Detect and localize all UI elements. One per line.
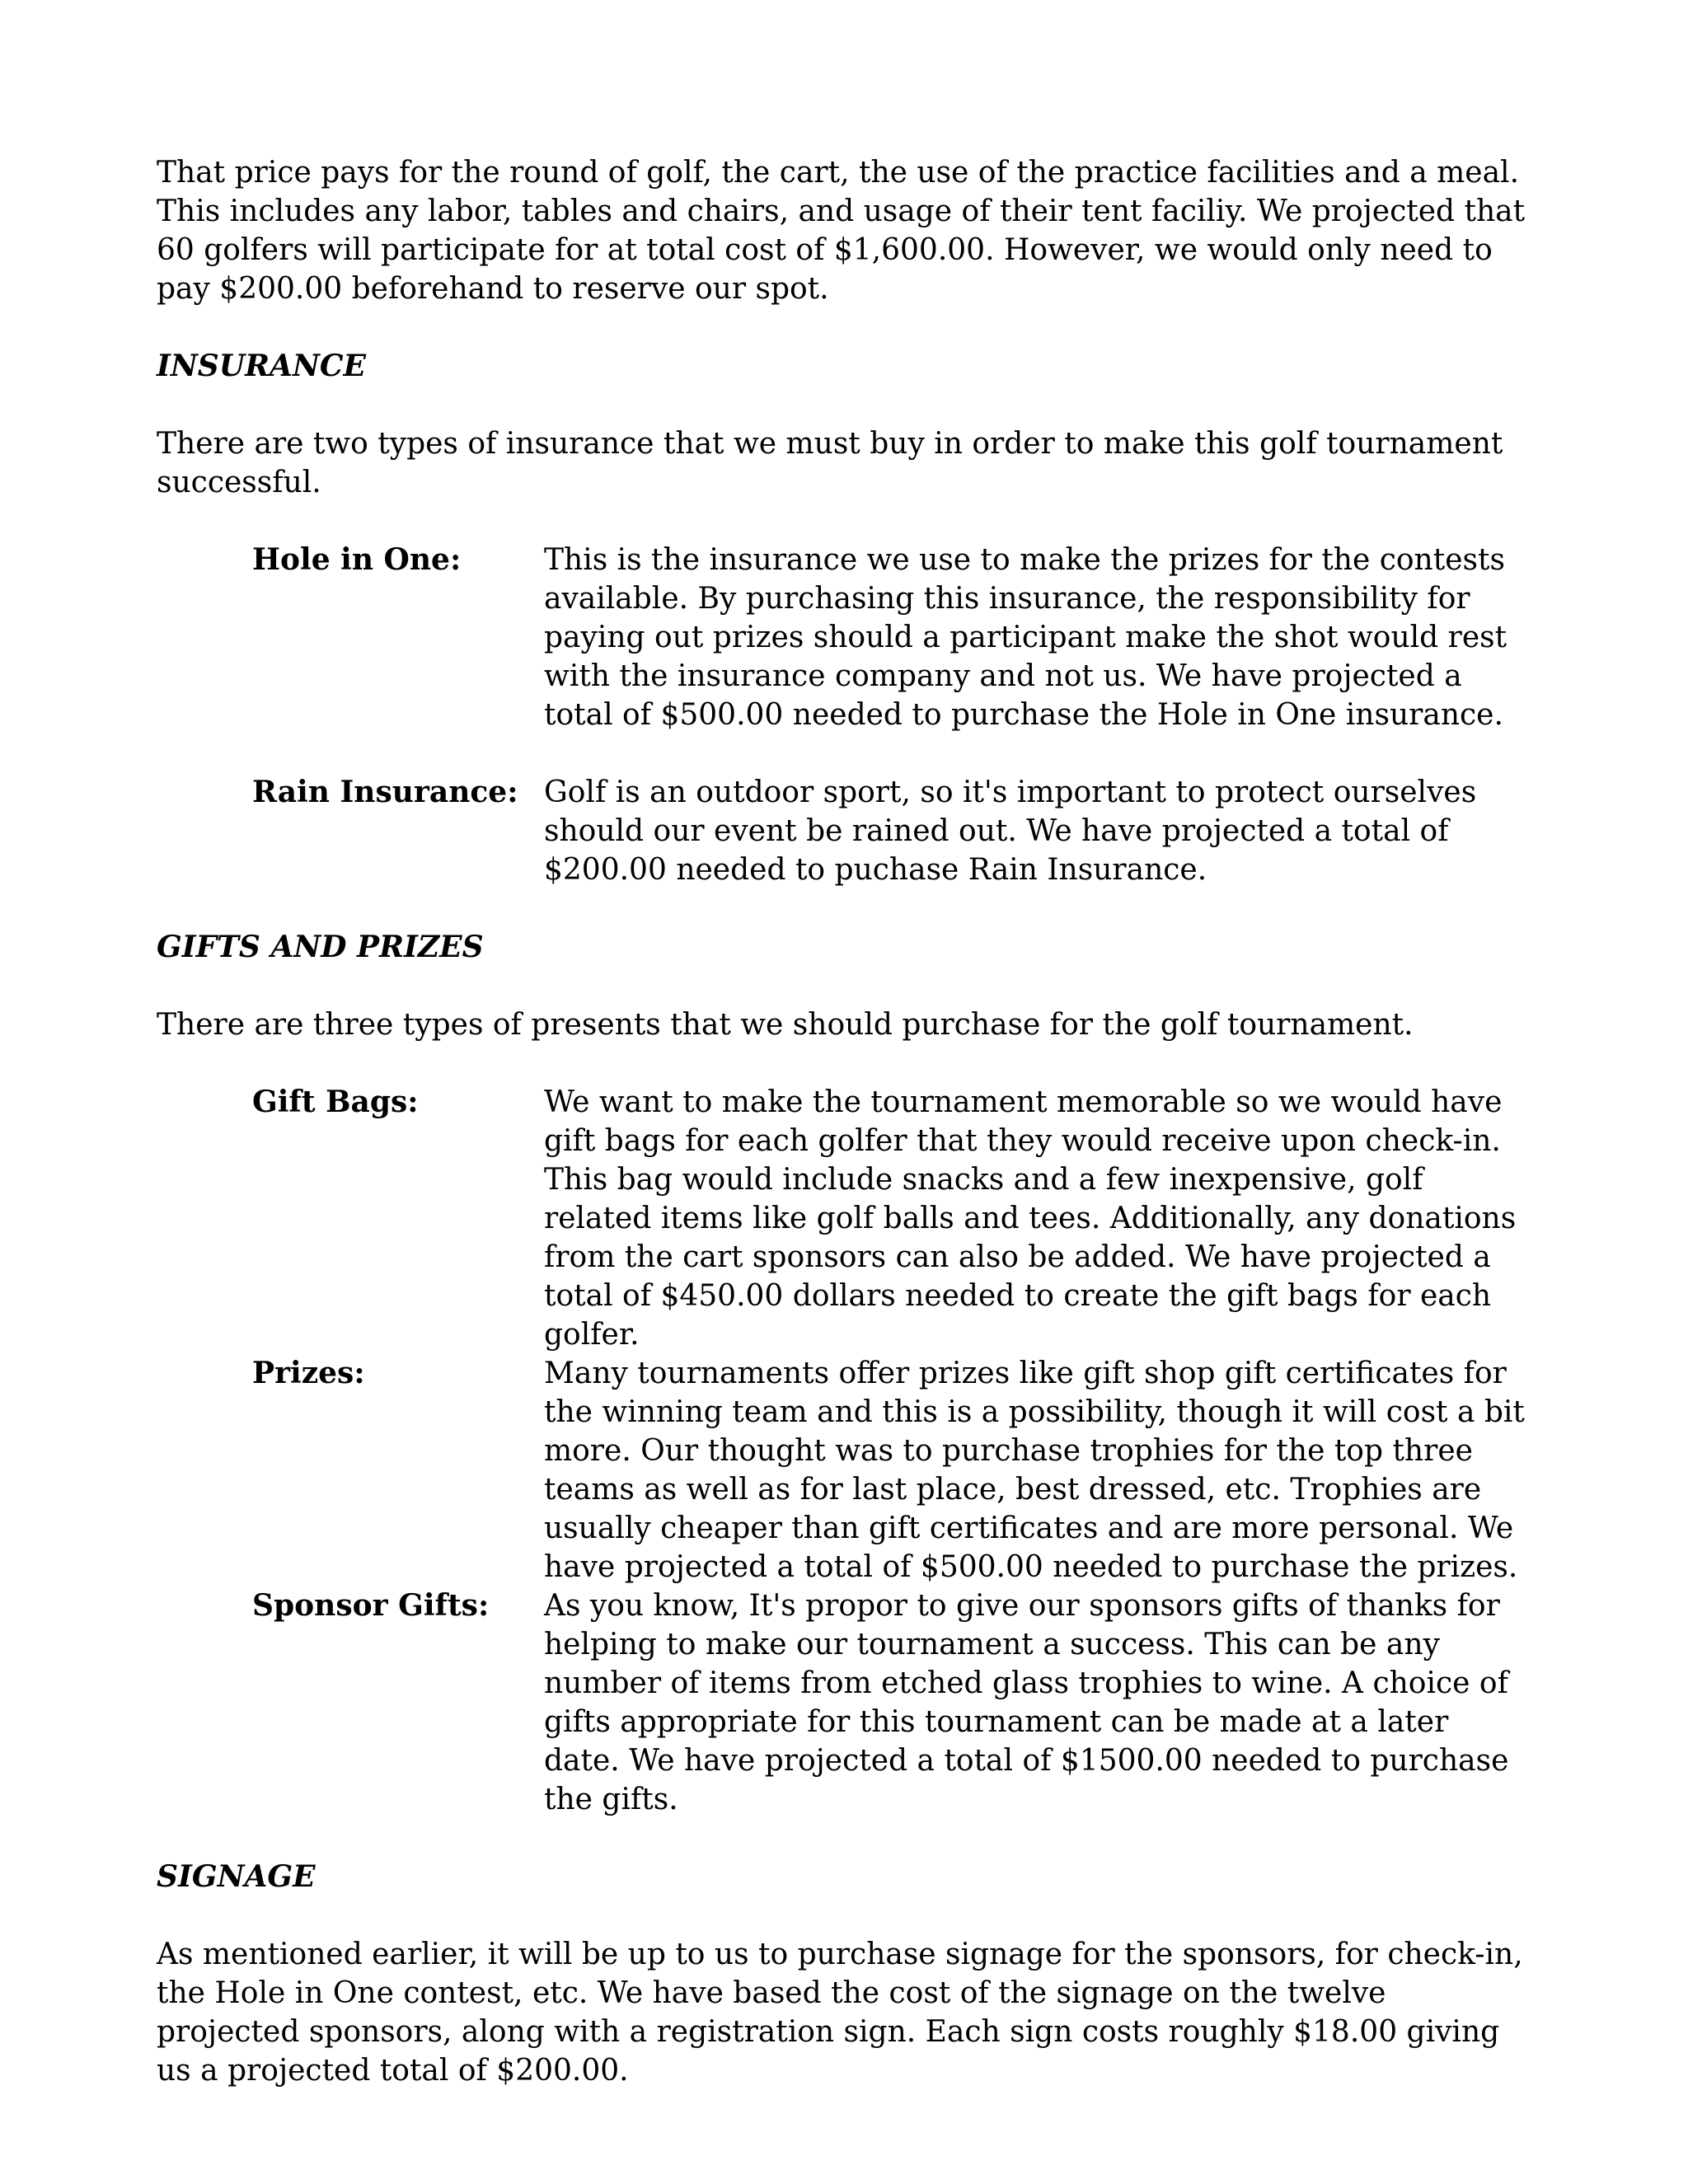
insurance-intro: There are two types of insurance that we must buy in order to make this golf tournament successful. (157, 427, 1503, 499)
insurance-list (157, 541, 1533, 889)
spacer (157, 967, 1533, 1005)
spacer (157, 1044, 1533, 1083)
spacer (157, 889, 1533, 928)
spacer (157, 1819, 1533, 1858)
gifts-description: As you know, It's propor to give our sponsors gifts of thanks for helping to make our tournament a success. This can be any number of items from etched glass trophies to wine. A choice of gifts appropriate for this tournament can be made at a later date. We have projected a total of $1500.00 needed to purchase the gifts. (544, 1589, 1509, 1816)
spacer (157, 502, 1533, 541)
gifts-item-gift-bags (157, 1083, 1533, 1354)
insurance-item-hole-in-one (157, 541, 1533, 734)
insurance-item-rain (157, 773, 1533, 889)
insurance-description: Golf is an outdoor sport, so it's important to protect ourselves should our event be rained out. We have projected a total of $200.00 needed to puchase Rain Insurance. (544, 776, 1477, 887)
spacer (157, 734, 1533, 773)
gifts-list (157, 1083, 1533, 1819)
insurance-term: Rain Insurance: (252, 775, 518, 809)
insurance-description: This is the insurance we use to make the prizes for the contests available. By purchasing this insurance, the responsibility for paying out prizes should a participant make the shot would rest with the insurance company and not us. We have projected a total of $500.00 needed to purchase the Hole in One insurance. (544, 543, 1507, 732)
spacer (157, 1896, 1533, 1935)
signage-paragraph: As mentioned earlier, it will be up to us to purchase signage for the sponsors, for check-in, the Hole in One contest, etc. We have based the cost of the signage on the twelve projected sponsors, along with a registration sign. Each sign costs roughly $18.00 giving us a projected total of $200.00. (157, 1938, 1523, 2088)
gifts-item-prizes (157, 1354, 1533, 1586)
document-page (157, 153, 1533, 2090)
gifts-term: Gift Bags: (252, 1085, 419, 1119)
gifts-intro: There are three types of presents that we should purchase for the golf tournament. (157, 1008, 1414, 1042)
insurance-heading: INSURANCE (157, 349, 366, 383)
gifts-description: Many tournaments offer prizes like gift shop gift certificates for the winning team and this is a possibility, though it will cost a bit more. Our thought was to purchase trophies for the top three teams as well as for last place, best dressed, etc. Trophies are usually cheaper than gift certificates and are more personal. We have projected a total of $500.00 needed to purchase the prizes. (544, 1357, 1525, 1584)
gifts-item-sponsor-gifts (157, 1586, 1533, 1819)
spacer (157, 308, 1533, 347)
gifts-heading: GIFTS AND PRIZES (157, 930, 484, 964)
spacer (157, 386, 1533, 424)
gifts-term: Sponsor Gifts: (252, 1588, 490, 1623)
gifts-description: We want to make the tournament memorable so we would have gift bags for each golfer that they would receive upon check-in. This bag would include snacks and a few inexpensive, golf related items like golf balls and tees. Additionally, any donations from the cart sponsors can also be added. We have projected a total of $450.00 dollars needed to create the gift bags for each golfer. (544, 1085, 1517, 1352)
gifts-term: Prizes: (252, 1356, 365, 1390)
intro-paragraph: That price pays for the round of golf, the cart, the use of the practice facilities and a meal. This includes any labor, tables and chairs, and usage of their tent faciliy. We projected that 60 golfers will participate for at total cost of $1,600.00. However, we would only need to pay $200.00 beforehand to reserve our spot. (157, 156, 1526, 306)
insurance-term: Hole in One: (252, 542, 462, 577)
signage-heading: SIGNAGE (157, 1859, 316, 1894)
